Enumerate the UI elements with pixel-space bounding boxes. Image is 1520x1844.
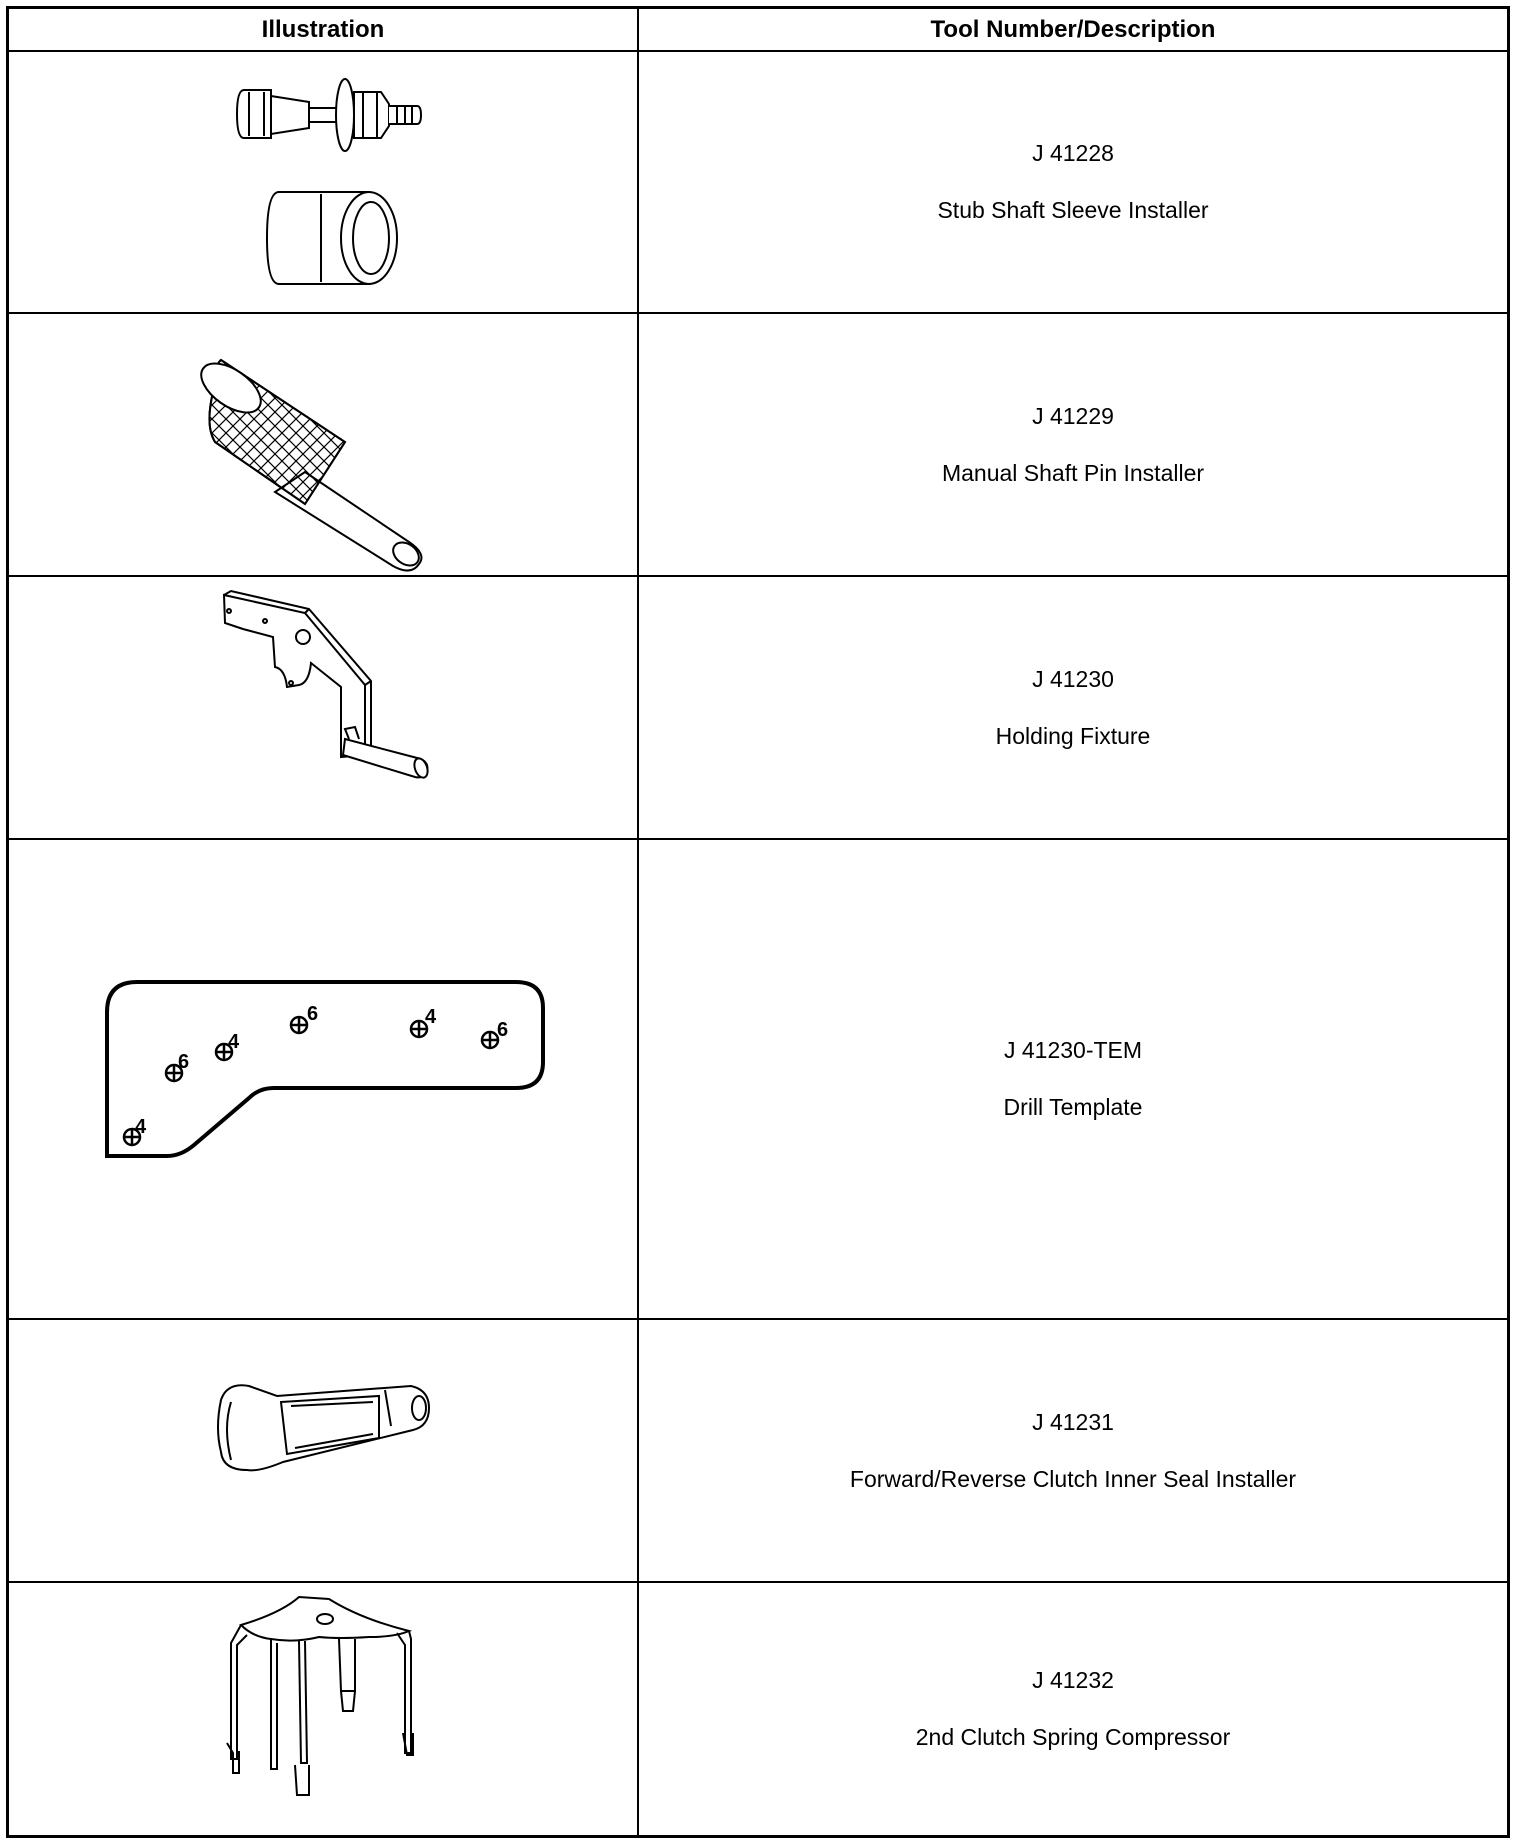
tool-description: Forward/Reverse Clutch Inner Seal Installer — [849, 1465, 1297, 1492]
tool-description: Manual Shaft Pin Installer — [941, 459, 1205, 486]
illustration-cell — [9, 52, 637, 312]
description-cell — [639, 577, 1507, 838]
table-row — [9, 1583, 1507, 1835]
description-header: Tool Number/Description — [930, 15, 1216, 43]
tool-description: Stub Shaft Sleeve Installer — [937, 197, 1209, 223]
hole-size-label: 6 — [178, 1051, 190, 1073]
tool-description: Holding Fixture — [995, 722, 1151, 749]
holding-fixture-icon — [9, 577, 637, 838]
illustration-cell — [9, 314, 637, 575]
table-row — [9, 840, 1507, 1320]
stub-shaft-sleeve-installer-icon — [9, 52, 637, 312]
table-row — [9, 314, 1507, 577]
tool-number: J 41228 — [1032, 140, 1114, 166]
clutch-inner-seal-installer-icon — [9, 1320, 637, 1581]
tool-description: Drill Template — [1003, 1094, 1143, 1120]
hole-size-label: 6 — [497, 1019, 509, 1041]
illustration-cell — [9, 577, 637, 838]
illustration-header: Illustration — [261, 15, 385, 43]
tool-number: J 41232 — [1032, 1667, 1114, 1693]
illustration-cell — [9, 1320, 637, 1581]
tool-number: J 41231 — [1032, 1408, 1114, 1435]
clutch-spring-compressor-icon — [9, 1583, 637, 1835]
illustration-cell — [9, 1583, 637, 1835]
hole-size-label: 4 — [228, 1031, 240, 1053]
description-cell — [639, 314, 1507, 575]
table-row — [9, 577, 1507, 840]
tool-description: 2nd Clutch Spring Compressor — [915, 1724, 1231, 1750]
hole-size-label: 4 — [425, 1006, 437, 1028]
table-row — [9, 1320, 1507, 1583]
manual-shaft-pin-installer-icon — [9, 314, 637, 575]
illustration-cell — [9, 840, 637, 1318]
tool-number: J 41229 — [1032, 402, 1114, 429]
tool-number: J 41230 — [1032, 665, 1114, 692]
description-cell — [639, 1583, 1507, 1835]
description-cell — [639, 840, 1507, 1318]
description-cell — [639, 1320, 1507, 1581]
table-row — [9, 52, 1507, 314]
drill-template-icon — [9, 840, 637, 1318]
tool-number: J 41230-TEM — [1003, 1037, 1143, 1063]
table-header — [9, 9, 1507, 52]
tool-table — [6, 6, 1510, 1838]
hole-size-label: 6 — [307, 1003, 319, 1025]
hole-size-label: 4 — [135, 1116, 147, 1138]
description-cell — [639, 52, 1507, 312]
